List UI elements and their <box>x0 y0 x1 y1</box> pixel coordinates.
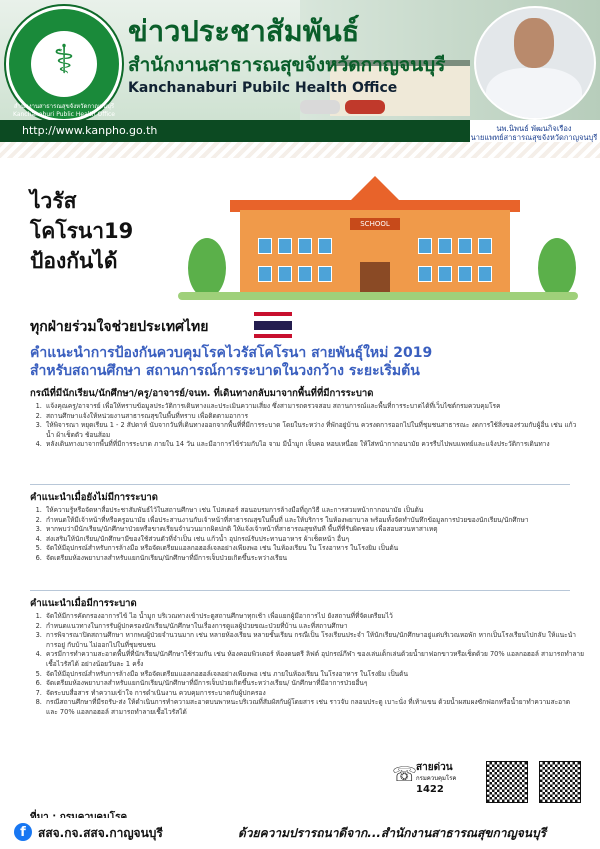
car-image <box>345 100 385 114</box>
tree-icon <box>188 238 226 298</box>
virus-line: โคโรนา19 <box>30 219 134 243</box>
list-item: 2. กำหนดให้มีเจ้าหน้าที่หรือครูอนามัย เพื่อประสานงานกับเจ้าหน้าที่สาธารณสุขในพื้นที่ และให้บริการ ในห้องพยาบาล พร้อมทั้งจัดทำบันทึกข้อมูลการป่วยของนักเรียน/นักศึกษา <box>44 516 584 526</box>
facebook-icon[interactable]: f <box>14 823 32 841</box>
list-item: 4. ส่งเสริมให้นักเรียน/นักศึกษามีของใช้ส่วนตัวที่จำเป็น เช่น แก้วน้ำ อุปกรณ์รับประทานอาหาร ผ้าเช็ดหน้า อื่นๆ <box>44 535 584 545</box>
car-image <box>300 100 340 114</box>
list-item: 3. การพิจารณาปิดสถานศึกษา หากพบผู้ป่วยจำนวนมาก เช่น หลายห้องเรียน หลายชั้นเรียน กรณีเป็น โรงเรียนประจำ ให้นักเรียน/นักศึกษาอยู่แต่บริเวณหอพัก หากเป็นโรงเรียนไปกลับ ให้แนะนำการอยู่ กับบ้าน ไม่ออกไปในที่ชุมชนชน <box>44 631 584 650</box>
list-item: 6. จัดเตรียมห้องพยาบาลสำหรับแยกนักเรียน/นักศึกษาที่มีการเจ็บป่วยเกิดขึ้นระหว่างเรียน <box>44 554 584 564</box>
virus-line: ไวรัส <box>30 189 77 213</box>
qr-code[interactable] <box>487 762 527 802</box>
health-office-logo <box>6 6 122 120</box>
section1-title: กรณีที่มีนักเรียน/นักศึกษา/ครู/อาจารย์/จนท. ที่เดินทางกลับมาจากพื้นที่ที่มีการระบาด <box>30 388 374 399</box>
footer-credit: ด้วยความปรารถนาดีจาก...สำนักงานสาธารณสุขกาญจนบุรี <box>238 826 547 840</box>
list-item: 2. สถานศึกษาแจ้งให้หน่วยงานสาธารณสุขในพื้นที่ทราบ เพื่อติดตามอาการ <box>44 412 584 422</box>
footer <box>0 818 600 849</box>
director-caption <box>470 124 598 142</box>
list-item: 3. หากพบว่ามีนักเรียน/นักศึกษาป่วยหรือขาดเรียนจำนวนมากผิดปกติ ให้แจ้งเจ้าหน้าที่สาธารณสุขทันที พื้นที่ที่รับผิดชอบ เพื่อสอบสวนหาสาเหตุ <box>44 525 584 535</box>
main-heading-line1: คำแนะนำการป้องกันควบคุมโรคไวรัสโคโรนา สายพันธุ์ใหม่ 2019 <box>30 345 433 361</box>
main-heading-line2: สำหรับสถานศึกษา สถานการณ์การระบาดในวงกว้าง ระยะเริ่มต้น <box>30 363 420 379</box>
virus-slogan-box <box>30 186 180 286</box>
school-door <box>360 262 390 295</box>
facebook-page-name[interactable]: สสจ.กจ.สสจ.กาญจนบุรี <box>38 826 163 840</box>
qr-code[interactable] <box>540 762 580 802</box>
list-item: 5. จัดให้มีอุปกรณ์สำหรับการล้างมือ หรือจัดเตรียมแอลกอฮอล์เจลอย่างเพียงพอ เช่น ภายในห้องเรียน ในโรงอาหาร ในโรงยิม เป็นต้น <box>44 670 584 680</box>
page-title: ข่าวประชาสัมพันธ์ <box>128 14 360 48</box>
office-name-thai: สำนักงานสาธารณสุขจังหวัดกาญจนบุรี <box>128 54 446 76</box>
covid-poster <box>18 162 582 817</box>
thai-flag-icon <box>254 312 292 334</box>
director-title: นายแพทย์สาธารณสุขจังหวัดกาญจนบุรี <box>470 133 598 142</box>
divider <box>30 590 570 591</box>
hotline-box <box>416 762 456 795</box>
list-item: 1. ให้ความรู้หรือจัดหาสื่อประชาสัมพันธ์ไว้ในสถานศึกษา เช่น โปสเตอร์ สอนอบรมการล้างมือที่ถูกวิธี และการสวมหน้ากากอนามัย เป็นต้น <box>44 506 584 516</box>
list-item: 5. จัดให้มีอุปกรณ์สำหรับการล้างมือ หรือจัดเตรียมแอลกอฮอล์เจลอย่างเพียงพอ เช่น ในห้องเรียน ใน โรงอาหาร ในโรงยิม เป็นต้น <box>44 544 584 554</box>
section1-list <box>30 402 584 450</box>
list-item: 2. กำหนดแนวทางในการรับผู้ปกครองนักเรียน/นักศึกษาในเรื่องการดูแลผู้ป่วยขณะป่วยที่บ้าน และที่สถานศึกษา <box>44 622 584 632</box>
logo-caption: สำนักงานสาธารณสุขจังหวัดกาญจนบุรี Kanchanaburi Public Health Office <box>12 103 115 118</box>
phone-icon: ☏ <box>392 762 418 786</box>
director-name: นพ.นิพนธ์ พัฒนกิจเรือง <box>496 124 572 133</box>
caduceus-icon: ⚕ <box>53 37 75 83</box>
divider <box>30 484 570 485</box>
list-item: 8. กรณีสถานศึกษาที่มีรถรับ-ส่ง ให้ดำเนินการทำความสะอาดบนพาหนะบริเวณที่สัมผัสกับผู้โดยสาร เช่น ราวจับ กลอนประตู เบาะนั่ง ที่เท้าแขน ด้วยน้ำผสมผงซักฟอกหรือน้ำยาทำความสะอาด และ 70% แอลกอฮอล์ สามารถทำลายเชื้อไวรัสได้ <box>44 698 584 717</box>
section3-title: คำแนะนำเมื่อมีการระบาด <box>30 598 137 609</box>
section3-list <box>30 612 584 718</box>
section2-title: คำแนะนำเมื่อยังไม่มีการระบาด <box>30 492 158 503</box>
list-item: 7. จัดระบบสื่อสาร ทำความเข้าใจ การดำเนินงาน ควบคุมการระบาดกับผู้ปกครอง <box>44 689 584 699</box>
list-item: 3. ให้พิจารณา หยุดเรียน 1 - 2 สัปดาห์ นับจากวันที่เดินทางออกจากพื้นที่ที่มีการระบาด โดยในระหว่าง ที่พักอยู่บ้าน ควรงดการออกไปในที่ชุมชนสาธารณะ งดการใช้สิ่งของร่วมกับผู้อื่น เช่น แก้วน้ำ ผ้าเช็ดตัว ช้อนส้อม <box>44 421 584 440</box>
school-illustration <box>178 170 578 305</box>
list-item: 6. จัดเตรียมห้องพยาบาลสำหรับแยกนักเรียน/นักศึกษาที่มีการเจ็บป่วยเกิดขึ้นระหว่างเรียน/ นักศึกษาที่มีอาการป่วยอื่นๆ <box>44 679 584 689</box>
school-sign: SCHOOL <box>350 218 400 230</box>
list-item: 4. ควรมีการทำความสะอาดพื้นที่ที่นักเรียน/นักศึกษาใช้ร่วมกัน เช่น ห้องคอมพิวเตอร์ ห้องดนตรี ลิฟต์ อุปกรณ์กีฬา ของเล่นเด็กเล่นด้วยน้ำยาฟอกขาวหรือเช็ดด้วย 70% แอลกอฮอล์ สามารถทำลายเชื้อไวรัสได้ อย่างน้อยวันละ 1 ครั้ง <box>44 650 584 669</box>
director-photo <box>474 6 596 120</box>
hotline-label: สายด่วน <box>416 762 453 773</box>
slogan: ทุกฝ่ายร่วมใจช่วยประเทศไทย <box>30 319 209 335</box>
main-heading <box>30 344 570 380</box>
tree-icon <box>538 238 576 298</box>
hotline-number: 1422 <box>416 784 444 795</box>
list-item: 1. แจ้งคุณครู/อาจารย์ เพื่อให้ทราบข้อมูลประวัติการเดินทางและประเมินความเสี่ยง ซึ่งสามารถตรวจสอบ สถานการณ์และพื้นที่การระบาดได้ที่เว็บไซต์กรมควบคุมโรค <box>44 402 584 412</box>
section2-list <box>30 506 584 564</box>
office-name-english: Kanchanaburi Pubilc Health Office <box>128 80 398 96</box>
website-url[interactable]: http://www.kanpho.go.th <box>0 120 470 142</box>
hotline-sub: กรมควบคุมโรค <box>416 775 457 782</box>
list-item: 1. จัดให้มีการคัดกรองอาการไข้ ไอ น้ำมูก บริเวณทางเข้าประตูสถานศึกษาทุกเช้า เพื่อแยกผู้มีอาการไป ยังสถานที่ที่จัดเตรียมไว้ <box>44 612 584 622</box>
decorative-stripe <box>0 142 600 158</box>
list-item: 4. หลังเดินทางมาจากพื้นที่ที่มีการระบาด ภายใน 14 วัน และมีอาการไข้ร่วมกับไอ จาม มีน้ำมูก เจ็บคอ หอบเหนื่อย ให้ใส่หน้ากากอนามัย ควรรีบไปพบแพทย์และแจ้งประวัติการเดินทาง <box>44 440 584 450</box>
virus-line: ป้องกันได้ <box>30 249 118 273</box>
